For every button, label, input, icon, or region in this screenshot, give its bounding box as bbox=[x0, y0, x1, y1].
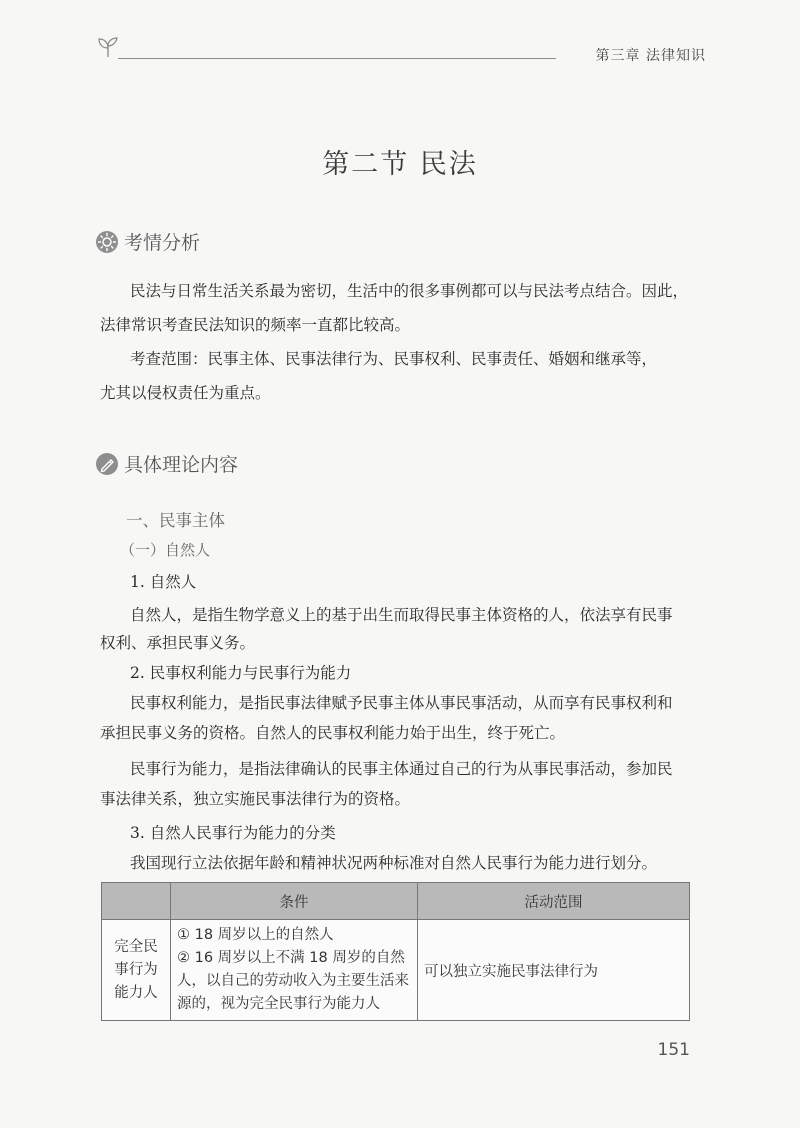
sprout-icon bbox=[96, 36, 120, 58]
item1-line1: 自然人，是指生物学意义上的基于出生而取得民事主体资格的人，依法享有民事 bbox=[130, 606, 673, 624]
analysis-heading-label: 考情分析 bbox=[124, 232, 201, 254]
table-header-row bbox=[102, 883, 690, 920]
condition-line: 源的，视为完全民事行为能力人 bbox=[177, 996, 380, 1012]
chapter-label: 第三章 法律知识 bbox=[595, 48, 706, 64]
page-number: 151 bbox=[657, 1040, 690, 1060]
table-header-cell: 条件 bbox=[171, 883, 418, 920]
item2-p1-line1: 民事权利能力，是指民事法律赋予民事主体从事民事活动，从而享有民事权利和 bbox=[130, 694, 673, 712]
item3-title: 3. 自然人民事行为能力的分类 bbox=[130, 824, 336, 842]
part1-title: 一、民事主体 bbox=[126, 511, 225, 530]
item2-p1-line2: 承担民事义务的资格。自然人的民事权利能力始于出生，终于死亡。 bbox=[100, 724, 566, 742]
item2-p2-line1: 民事行为能力，是指法律确认的民事主体通过自己的行为从事民事活动，参加民 bbox=[130, 760, 673, 778]
sub1-title: （一）自然人 bbox=[120, 541, 211, 559]
table-header-cell: 活动范围 bbox=[418, 883, 690, 920]
item2-p2-line2: 事法律关系，独立实施民事法律行为的资格。 bbox=[100, 790, 411, 808]
analysis-p1-line1: 民法与日常生活关系最为密切，生活中的很多事例都可以与民法考点结合。因此， bbox=[130, 282, 689, 300]
table-header-cell bbox=[102, 883, 171, 920]
analysis-heading bbox=[96, 228, 200, 256]
item1-title: 1. 自然人 bbox=[130, 573, 197, 591]
item2-title: 2. 民事权利能力与民事行为能力 bbox=[130, 664, 352, 682]
running-header bbox=[96, 36, 706, 70]
pen-icon bbox=[96, 453, 118, 475]
analysis-p2-line2: 尤其以侵权责任为重点。 bbox=[100, 384, 271, 402]
table-row bbox=[102, 920, 690, 1021]
analysis-p1-line2: 法律常识考查民法知识的频率一直都比较高。 bbox=[100, 316, 411, 334]
type-line: 完全民 bbox=[114, 938, 158, 955]
table-cell-scope: 可以独立实施民事法律行为 bbox=[418, 920, 690, 1021]
analysis-p2-line1: 考查范围：民事主体、民事法律行为、民事权利、民事责任、婚姻和继承等， bbox=[130, 350, 658, 368]
theory-heading-label: 具体理论内容 bbox=[124, 454, 239, 476]
table-cell-condition bbox=[171, 920, 418, 1021]
theory-heading bbox=[96, 450, 238, 478]
type-line: 能力人 bbox=[114, 984, 158, 1001]
section-title: 第二节 民法 bbox=[322, 149, 478, 180]
table-cell-type bbox=[102, 920, 171, 1021]
item1-line2: 权利、承担民事义务。 bbox=[100, 634, 256, 652]
item3-line1: 我国现行立法依据年龄和精神状况两种标准对自然人民事行为能力进行划分。 bbox=[130, 854, 658, 872]
sun-icon bbox=[96, 231, 118, 253]
type-line: 事行为 bbox=[114, 961, 158, 978]
capacity-table bbox=[101, 882, 690, 1021]
condition-line: 人，以自己的劳动收入为主要生活来 bbox=[177, 973, 409, 989]
header-rule bbox=[118, 58, 556, 59]
condition-line: ① 18 周岁以上的自然人 bbox=[177, 927, 334, 943]
condition-line: ② 16 周岁以上不满 18 周岁的自然 bbox=[177, 950, 405, 966]
